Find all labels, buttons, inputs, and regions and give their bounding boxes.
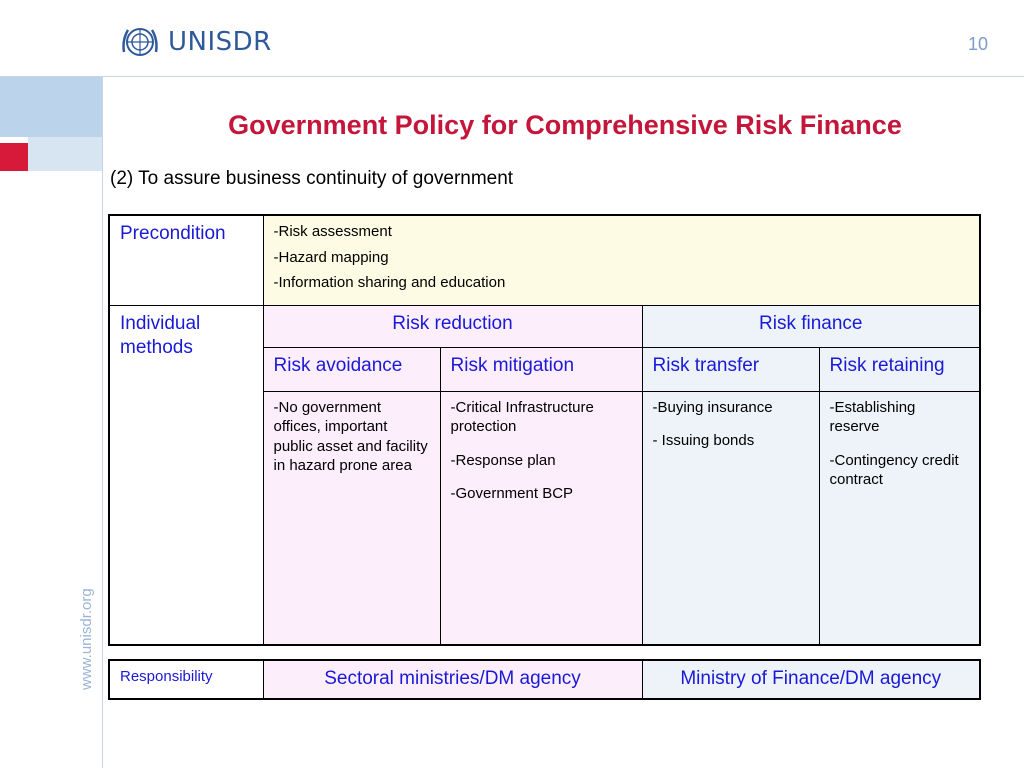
retaining-item: -Contingency credit contract — [829, 451, 959, 488]
risk-retaining-header: Risk retaining — [819, 347, 980, 391]
transfer-cell — [642, 391, 819, 645]
risk-finance-header: Risk finance — [642, 305, 980, 347]
risk-reduction-header: Risk reduction — [263, 305, 642, 347]
responsibility-table — [108, 659, 981, 700]
header-divider — [0, 76, 1024, 77]
retaining-cell — [819, 391, 980, 645]
mitigation-cell — [440, 391, 642, 645]
mitigation-item: -Government BCP — [450, 485, 574, 502]
page-number: 10 — [967, 34, 988, 54]
slide-title: Government Policy for Comprehensive Risk Finance — [228, 110, 902, 140]
risk-transfer-header: Risk transfer — [642, 347, 819, 391]
left-accent-mid — [28, 137, 102, 171]
precondition-items — [263, 215, 980, 305]
avoidance-cell: -No government offices, important public asset and facility in hazard prone area — [263, 391, 440, 645]
risk-mitigation-header: Risk mitigation — [440, 347, 642, 391]
risk-avoidance-header: Risk avoidance — [263, 347, 440, 391]
un-emblem-icon — [118, 22, 162, 62]
finance-agency: Ministry of Finance/DM agency — [642, 660, 980, 699]
unisdr-logo — [118, 22, 272, 62]
transfer-item: -Buying insurance — [652, 398, 773, 416]
precondition-item: -Risk assessment — [273, 223, 392, 240]
mitigation-item: -Critical Infrastructure protection — [450, 398, 594, 435]
responsibility-label: Responsibility — [109, 660, 263, 699]
retaining-item: -Establishing reserve — [829, 398, 916, 435]
precondition-item: -Hazard mapping — [273, 248, 389, 266]
left-accent-red — [0, 143, 28, 171]
mitigation-item: -Response plan — [450, 451, 556, 469]
precondition-item: -Information sharing and education — [273, 274, 506, 291]
reduction-agency: Sectoral ministries/DM agency — [263, 660, 642, 699]
precondition-row — [109, 215, 980, 305]
slide-subtitle: (2) To assure business continuity of government — [110, 168, 514, 189]
individual-methods-label: Individual methods — [109, 305, 263, 645]
method-category-row — [109, 305, 980, 347]
logo-text: UNISDR — [168, 27, 272, 57]
transfer-item: - Issuing bonds — [652, 432, 755, 449]
precondition-label: Precondition — [109, 215, 263, 305]
responsibility-row — [109, 660, 980, 699]
policy-table — [108, 214, 981, 646]
vertical-url-link[interactable]: www.unisdr.org — [78, 588, 95, 690]
